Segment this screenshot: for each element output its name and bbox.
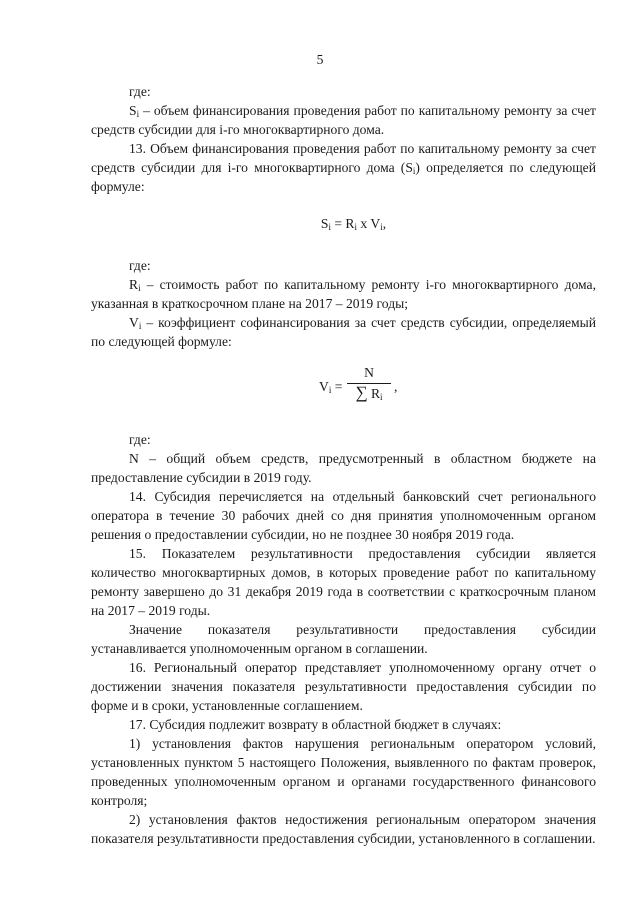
page-number: 5 — [316, 52, 324, 67]
paragraph-14: 14. Субсидия перечисляется на отдельный банковский счет регионального оператора в течение 30 рабочих дней со дня принятия уполномоченным органом решения о предоставлении субсидии, но не позднее 30 ноября 2019 года. — [91, 489, 596, 542]
ri-definition: $R_i$ – стоимость работ по капитальному ремонту i-го многоквартирного дома, указанная в краткосрочном плане на 2017 – 2019 годы; — [91, 277, 596, 311]
formula-si: $S_i = R_i$ x $V_i$, — [320, 216, 387, 232]
where-label-3: где: — [129, 432, 151, 447]
n-definition: N – общий объем средств, предусмотренный в областном бюджете на предоставление субсидии в 2019 году. — [91, 451, 596, 485]
where-label-1: где: — [129, 84, 151, 99]
formula-vi-fraction — [347, 365, 391, 403]
formula-vi-numerator: N — [364, 365, 374, 380]
paragraph-16: 16. Региональный оператор представляет уполномоченному органу отчет о достижении значения показателя результативности предоставления субсидии по форме и в сроки, установленные соглашением. — [91, 660, 596, 713]
paragraph-15-value: Значение показателя результативности предоставления субсидии устанавливается уполномоченным органом в соглашении. — [91, 622, 596, 656]
paragraph-17-item-2: 2) установления фактов недостижения региональным оператором значения показателя результативности предоставления субсидии, установленного в соглашении. — [91, 812, 596, 846]
page-body — [91, 82, 596, 848]
paragraph-17-item-1: 1) установления фактов нарушения региональным оператором условий, установленных пунктом 5 настоящего Положения, выявленного по фактам проверок, проведенных уполномоченным органом и органами государственного финансового контроля; — [91, 736, 596, 808]
paragraph-17: 17. Субсидия подлежит возврату в областной бюджет в случаях: — [129, 717, 502, 732]
si-definition: $S_i$ – объем финансирования проведения работ по капитальному ремонту за счет средств субсидии для i-го многоквартирного дома. — [91, 103, 596, 137]
formula-vi-comma: , — [394, 379, 398, 394]
formula-vi — [91, 355, 596, 427]
sigma-symbol: ∑ — [355, 383, 368, 402]
paragraph-15: 15. Показателем результативности предоставления субсидии является количество многоквартирных домов, в которых проведение работ по капитальному ремонту завершено до 31 декабря 2019 года в соответствии с краткосрочным планом на 2017 – 2019 годы. — [91, 546, 596, 618]
paragraph-13: 13. Объем финансирования проведения работ по капитальному ремонту за счет средств субсидии для i-го многоквартирного дома $(S_i)$ определяется по следующей формуле: — [91, 141, 596, 194]
vi-definition: $V_i$ – коэффициент софинансирования за счет средств субсидии, определяемый по следующей формуле: — [91, 315, 596, 349]
formula-vi-lhs: $V_i$ = — [319, 379, 343, 395]
formula-vi-denominator: ∑ $R_i$ — [355, 383, 383, 402]
where-label-2: где: — [129, 258, 151, 273]
